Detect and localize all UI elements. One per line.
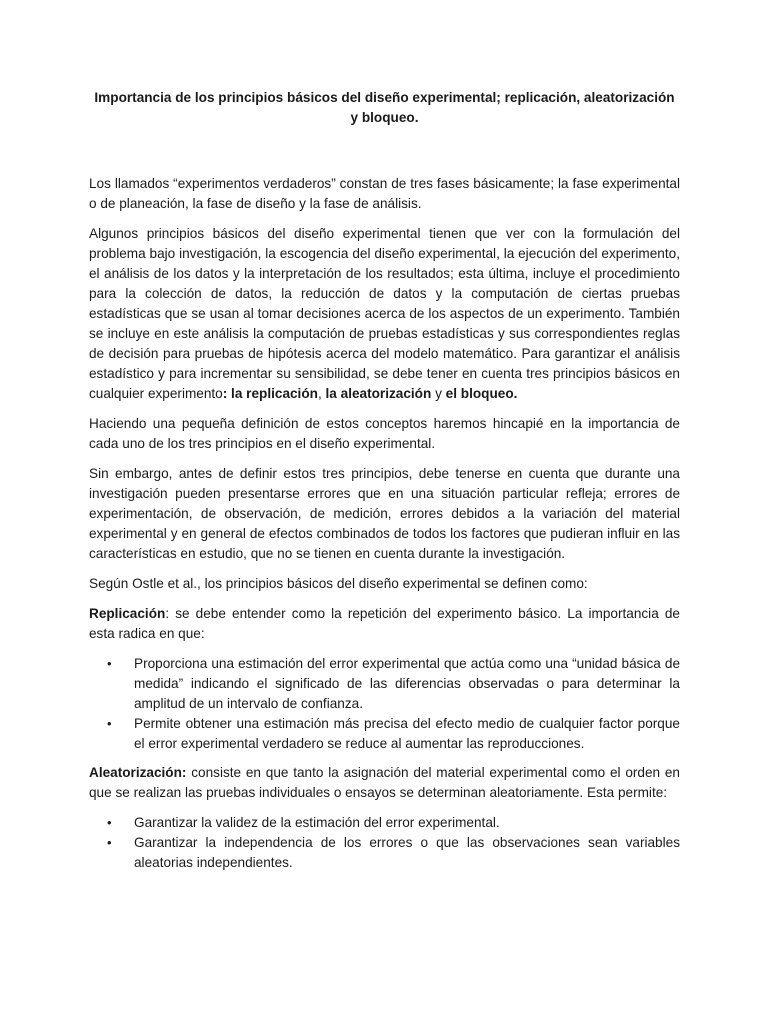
separator-1: , — [317, 386, 326, 401]
paragraph-ostle: Según Ostle et al., los principios básicos del diseño experimental se definen como: — [89, 576, 588, 591]
replicacion-list — [89, 654, 680, 754]
bullet-icon: • — [107, 835, 112, 850]
bullet-icon: • — [107, 656, 112, 671]
term-aleatorizacion: la aleatorización — [325, 386, 432, 401]
aleatorizacion-text: consiste en que tanto la asignación del material experimental como el orden en que se realizan las pruebas individuales o ensayos se determinan aleatoriamente. Esta permite: — [89, 765, 680, 800]
list-item — [107, 654, 680, 714]
document-title: Importancia de los principios básicos del diseño experimental; replicación, aleatorización y bloqueo. — [94, 90, 675, 125]
paragraph-principles-text: Algunos principios básicos del diseño experimental tienen que ver con la formulación del problema bajo investigación, la escogencia del diseño experimental, la ejecución del experimento, el análisis de los datos y la interpretación de los resultados; esta última, incluye el procedimiento para la colección de datos, la reducción de datos y la computación de ciertas pruebas estadísticas que se usan al tomar decisiones acerca de los aspectos de un experimento. También se incluye en este análisis la computación de pruebas estadísticas y sus correspondientes reglas de decisión para pruebas de hipótesis acerca del modelo matemático. Para garantizar el análisis estadístico y para incrementar su sensibilidad, se debe tener en cuenta tres principios básicos en cualquier experimento — [89, 226, 680, 401]
replicacion-text: : se debe entender como la repetición del experimento básico. La importancia de esta radica en que: — [89, 606, 680, 641]
separator-2: y — [431, 386, 446, 401]
paragraph-aleatorizacion — [89, 763, 680, 803]
paragraph-replicacion — [89, 604, 680, 644]
list-item-text: Garantizar la validez de la estimación del error experimental. — [134, 815, 500, 830]
list-item-text: Permite obtener una estimación más precisa del efecto medio de cualquier factor porque el error experimental verdadero se reduce al aumentar las reproducciones. — [134, 716, 680, 751]
paragraph-definitions: Haciendo una pequeña definición de estos conceptos haremos hincapié en la importancia de cada uno de los tres principios en el diseño experimental. — [89, 416, 680, 451]
term-bloqueo: el bloqueo. — [445, 386, 518, 401]
aleatorizacion-label: Aleatorización: — [89, 765, 187, 780]
list-item-text: Garantizar la independencia de los errores o que las observaciones sean variables aleatorias independientes. — [134, 835, 680, 870]
list-item-text: Proporciona una estimación del error experimental que actúa como una “unidad básica de medida” indicando el significado de las diferencias observadas o para determinar la amplitud de un intervalo de confianza. — [134, 656, 680, 711]
bullet-icon: • — [107, 815, 112, 830]
paragraph-errors: Sin embargo, antes de definir estos tres principios, debe tenerse en cuenta que durante una investigación pueden presentarse errores que en una situación particular refleja; errores de experimentación, de observación, de medición, errores debidos a la variación del material experimental y en general de efectos combinados de todos los factores que pudieran influir en las características en estudio, que no se tienen en cuenta durante la investigación. — [89, 466, 680, 561]
aleatorizacion-list — [89, 813, 680, 873]
paragraph-intro: Los llamados “experimentos verdaderos” constan de tres fases básicamente; la fase experimental o de planeación, la fase de diseño y la fase de análisis. — [89, 176, 680, 211]
bullet-icon: • — [107, 716, 112, 731]
list-item — [107, 813, 680, 833]
replicacion-label: Replicación — [89, 606, 166, 621]
term-replicacion: la replicación — [227, 386, 318, 401]
list-item — [107, 833, 680, 873]
paragraph-principles — [89, 224, 680, 404]
list-item — [107, 714, 680, 754]
paragraph-principles-colon: : — [222, 386, 228, 401]
